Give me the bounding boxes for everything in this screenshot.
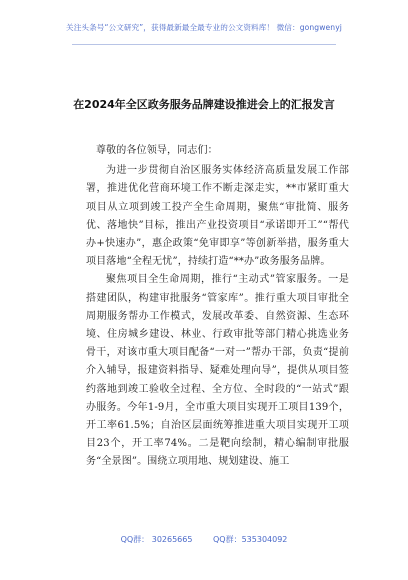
header-banner: 关注头条号“公文研究”，获得最新最全最专业的公文资料库！ 微信：gongwenyj [66,23,342,32]
document-body [86,142,349,472]
footer-qq-group-2: QQ群：535304092 [213,535,288,544]
paragraph-1: 为进一步贯彻自治区服务实体经济高质量发展工作部署，推进优化营商环境工作不断走深走实，**市紧盯重大项目从立项到竣工投产全生命周期，聚焦“审批简、服务优、落地快”目标，推出产业投资项目“承诺即开工”“帮代办+快速办”，惠企政策“免审即享”等创新举措，服务重大项目落地“全程无忧”，持续打造“**办”政务服务品牌。 [86,165,349,268]
paragraph-2: 聚焦项目全生命周期，推行“主动式”管家服务。一是搭建团队，构建审批服务“管家库”。推行重大项目审批全周期服务帮办工作模式，发展改革委、自然资源、生态环境、住房城乡建设、林业、行政审批等部门精心挑选业务骨干，对该市重大项目配备“一对一”帮办干部，负责“提前介入辅导，报建资料指导、疑难处理向导”，提供从项目签约落地到竣工验收全过程、全方位、全时段的“一站式”跟办服务。今年1-9月，全市重大项目实现开工项目139个，开工率61.5%；自治区层面统筹推进重大项目实现开工项目23个，开工率74%。二是靶向绘制，精心编制审批服务“全景图”。围绕立项用地、规划建设、施工 [86,274,349,468]
header-divider [72,44,336,45]
footer-qq-group-1: QQ群： 30265665 [120,535,193,544]
salutation: 尊敬的各位领导，同志们： [96,145,218,156]
document-title: 在2024年全区政务服务品牌建设推进会上的汇报发言 [73,98,335,111]
footer-contact [0,534,408,545]
